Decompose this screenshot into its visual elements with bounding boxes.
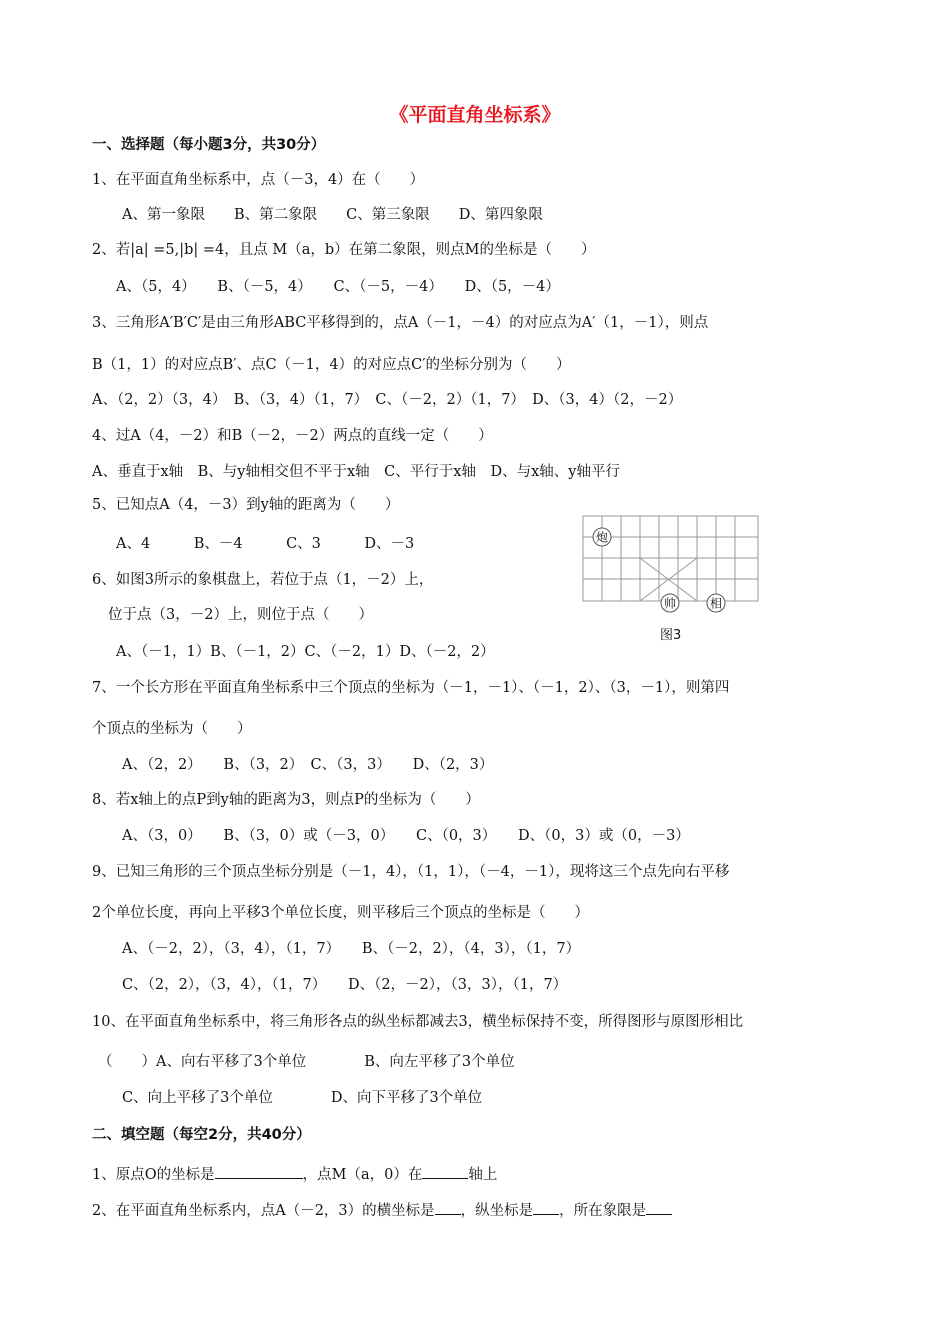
question-3-options: A、（2，2）（3，4） B、（3，4）（1，7） C、（－2，2）（1，7） D、（3，4）（2，－2）: [92, 392, 683, 408]
question-5: 5、已知点A（4，－3）到y轴的距离为（ ）: [92, 497, 400, 513]
question-10-options-cd: C、向上平移了3个单位 D、向下平移了3个单位: [122, 1090, 483, 1106]
question-9-options-cd: C、（2，2），（3，4），（1，7） D、（2，－2），（3，3），（1，7）: [122, 977, 568, 993]
question-2-options: A、（5，4） B、（－5，4） C、（－5，－4） D、（5，－4）: [116, 279, 560, 295]
piece-pao-label: 炮: [595, 530, 609, 545]
fill-q1-text-2: ，点M（a，0）在: [302, 1167, 423, 1183]
fill-blank[interactable]: [533, 1200, 559, 1215]
question-8: 8、若x轴上的点P到y轴的距离为3，则点P的坐标为（ ）: [92, 792, 480, 808]
fill-q1-text-1: 1、原点O的坐标是: [92, 1167, 215, 1183]
question-4: 4、过A（4，－2）和B（－2，－2）两点的直线一定（ ）: [92, 428, 493, 444]
piece-pao: [593, 528, 611, 546]
question-7-cont: 个顶点的坐标为（ ）: [92, 721, 252, 737]
question-6-options: A、（－1，1）B、（－1，2）C、（－2，1）D、（－2，2）: [116, 644, 495, 660]
fill-question-2: [92, 1200, 672, 1221]
question-10-options-ab: （ ）A、向右平移了3个单位 B、向左平移了3个单位: [98, 1054, 515, 1070]
piece-shuai-label: 帅: [663, 596, 677, 611]
page-title: 《平面直角坐标系》: [389, 104, 561, 126]
piece-xiang-label: 相: [709, 596, 723, 611]
question-5-options: A、4 B、－4 C、3 D、－3: [116, 536, 415, 552]
section-heading-fill: 二、填空题（每空2分，共40分）: [92, 1127, 311, 1143]
figure-caption: 图3: [660, 628, 682, 643]
fill-question-1: [92, 1164, 497, 1185]
piece-shuai: [661, 594, 679, 612]
fill-q2-text-1: 2、在平面直角坐标系内，点A（－2，3）的横坐标是: [92, 1203, 435, 1219]
question-9: 9、已知三角形的三个顶点坐标分别是（－1，4），（1，1），（－4，－1），现将这三个点先向右平移: [92, 864, 730, 880]
fill-blank[interactable]: [435, 1200, 461, 1215]
question-3: 3、三角形A′B′C′是由三角形ABC平移得到的，点A（－1，－4）的对应点为A′（1，－1），则点: [92, 315, 709, 331]
chessboard-figure: [582, 515, 760, 640]
question-3-cont: B（1，1）的对应点B′、点C（－1，4）的对应点C′的坐标分别为（ ）: [92, 357, 571, 373]
question-9-options-ab: A、（－2，2），（3，4），（1，7） B、（－2，2），（4，3），（1，7）: [122, 941, 581, 957]
question-6: 6、如图3所示的象棋盘上，若位于点（1，－2）上，: [92, 572, 434, 588]
question-10: 10、在平面直角坐标系中，将三角形各点的纵坐标都减去3，横坐标保持不变，所得图形与原图形相比: [92, 1014, 744, 1030]
question-6-cont: 位于点（3，－2）上，则位于点（ ）: [108, 607, 373, 623]
question-1: 1、在平面直角坐标系中，点（－3，4）在（ ）: [92, 172, 425, 188]
fill-q2-text-2: ，纵坐标是: [460, 1203, 534, 1219]
chessboard-grid: [582, 515, 760, 640]
fill-q1-text-3: 轴上: [468, 1167, 498, 1183]
question-4-options: A、垂直于x轴 B、与y轴相交但不平于x轴 C、平行于x轴 D、与x轴、y轴平行: [92, 464, 620, 480]
question-1-options: A、第一象限 B、第二象限 C、第三象限 D、第四象限: [122, 207, 543, 223]
fill-blank[interactable]: [646, 1200, 672, 1215]
section-heading-choice: 一、选择题（每小题3分，共30分）: [92, 137, 326, 153]
question-7-options: A、（2，2） B、（3，2） C、（3，3） D、（2，3）: [122, 757, 494, 773]
question-9-cont: 2个单位长度，再向上平移3个单位长度，则平移后三个顶点的坐标是（ ）: [92, 905, 589, 921]
fill-q2-text-3: ，所在象限是: [559, 1203, 647, 1219]
fill-blank[interactable]: [422, 1164, 468, 1179]
piece-xiang: [707, 594, 725, 612]
question-8-options: A、（3，0） B、（3，0）或（－3，0） C、（0，3） D、（0，3）或（0，－3）: [122, 828, 690, 844]
fill-blank[interactable]: [215, 1164, 303, 1179]
question-2: 2、若|a| =5,|b| =4，且点 M（a，b）在第二象限，则点M的坐标是（ ）: [92, 242, 596, 258]
question-7: 7、一个长方形在平面直角坐标系中三个顶点的坐标为（－1，－1）、（－1，2）、（3，－1），则第四: [92, 680, 730, 696]
